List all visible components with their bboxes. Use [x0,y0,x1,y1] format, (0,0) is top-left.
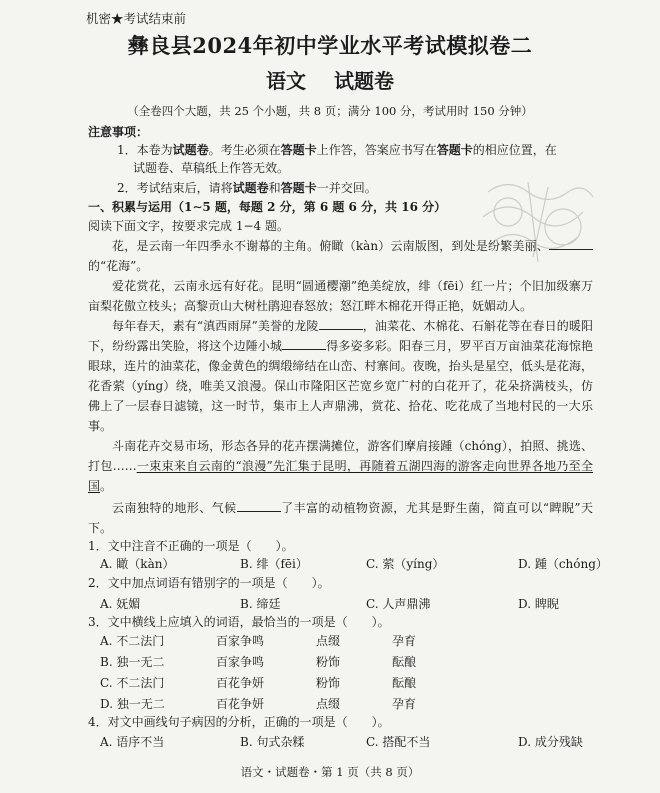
page-footer: 语文・试题卷・第 1 页（共 8 页） [240,765,420,779]
q2-option-a[interactable]: A. 妩媚 [100,597,141,611]
q1-option-c[interactable]: C. 萦（yíng） [366,557,445,571]
note-1: 1．本卷为试题卷。考生必须在答题卡上作答，答案应书写在答题卡的相应位置，在 [117,143,557,157]
question-1-stem: 1．文中注音不正确的一项是（ ）。 [88,539,294,553]
q4-option-c[interactable]: C. 搭配不当 [366,735,431,749]
notes-heading: 注意事项： [88,125,149,139]
passage-paragraph-5: 云南独特的地形、气候 了丰富的动植物资源，尤其是野生菌，简直可以“睥睨”天下。 [88,501,593,535]
passage-paragraph-2: 爱花赏花，云南永远有好花。昆明“圆通樱潮”绝美绽放，绯（fēi）红一片；个旧加级寨万亩梨花傲立枝头；高黎贡山大树杜鹃迎春怒放；怒江畔木棉花开得正艳，妩媚动人。 [88,279,593,313]
question-4-stem: 4．对文中画线句子病因的分析，正确的一项是（ ）。 [88,715,390,729]
q4-option-b[interactable]: B. 句式杂糅 [240,735,305,749]
exam-page: 机密★考试结束前 彝良县2024年初中学业水平考试模拟卷二 语文 试题卷 （全卷四个大题，共 25 个小题，共 8 页；满分 100 分，考试用时 150 分钟） 注意事项： 1．本卷为试题卷。考生必须在答题卡上作答，答案应书写在答题卡的相应位置，在 试题卷、草稿纸上作答无效。 2．考试结束后，请将试题卷和答题卡一并交回。 一、积累与运用（1∼5 题，每题 2 分，第 6 题 6 分，共 16 分） 阅读下面文字，按要求完成 1−4 题。 花，是云南一年四季永不谢幕的主角。俯瞰（kàn）云南版图，到处是纷繁美丽、的“花海”。 爱花赏花，云南永远有好花。昆明“圆通樱潮”绝美绽放，绯（fēi）红一片；个旧加级寨万亩梨花傲立枝头；高黎贡山大树杜鹃迎春怒放；怒江畔木棉花开得正艳，妩媚动人。 每年春天，素有“滇西雨屏”美誉的龙陵 ，油菜花、木棉花、石斛花等在春日的暖阳下，纷纷露出笑脸，将这个边陲小城 得多姿多彩。阳春三月，罗平百万亩油菜花海惊艳眼球，连片的油菜花，像金黄色的绸缎缔结在山峦、村寨间。夜晚，抬头是星空，低头是花海，花香萦（yíng）绕，唯美又浪漫。保山市隆阳区芒宽乡宽广村的白花开了，花朵挤满枝头，仿佛上了一层春日滤镜，这一时节，集市上人声鼎沸，赏花、拾花、吃花成了当地村民的一大乐事。 斗南花卉交易市场，形态各异的花卉摆满摊位，游客们摩肩接踵（chóng），拍照、挑选、打包……一束束来自云南的“浪漫”先汇集于昆明，再随着五湖四海的游客走向世界各地乃至全国。 云南独特的地形、气候 了丰富的动植物资源，尤其是野生菌，简直可以“睥睨”天下。 1．文中注音不正确的一项是（ ）。 A. 瞰（kàn） B. 绯（fēi） C. 萦（yíng） D. 踵（chóng） 2．文中加点词语有错别字的一项是（ ）。 A. 妩媚 B. 缔廷 C. 人声鼎沸 D. 睥睨 3．文中横线上应填入的词语，最恰当的一项是（ ）。 A. 不二法门 百家争鸣 点缀 孕育 B. 独一无二 百家争鸣 粉饰 酝酿 C. 不二法门 百花争妍 粉饰 酝酿 D. 独一无二 百花争妍 点缀 孕育 4．对文中画线句子病因的分析，正确的一项是（ ）。 A. 语序不当 B. 句式杂糅 C. 搭配不当 D. 成分残缺 语文・试题卷・第 1 页（共 8 页） [0,0,660,793]
note-1-continued: 试题卷、草稿纸上作答无效。 [133,161,290,175]
passage-paragraph-3: 每年春天，素有“滇西雨屏”美誉的龙陵 ，油菜花、木棉花、石斛花等在春日的暖阳下，纷纷露出笑脸，将这个边陲小城 得多姿多彩。阳春三月，罗平百万亩油菜花海惊艳眼球，连片的油菜花，像金黄色的绸缎缔结在山峦、村寨间。夜晚，抬头是星空，低头是花海，花香萦（yíng）绕，唯美又浪漫。保山市隆阳区芒宽乡宽广村的白花开了，花朵挤满枝头，仿佛上了一层春日滤镜，这一时节，集市上人声鼎沸，赏花、拾花、吃花成了当地村民的一大乐事。 [88,319,593,433]
blank-1 [549,238,593,250]
paper-type: 试题卷 [334,69,394,93]
reading-passage [88,236,593,538]
blank-4 [237,500,281,512]
q2-option-b[interactable]: B. 缔廷 [240,597,281,611]
blank-3 [282,338,326,350]
section-1-heading: 一、积累与运用（1∼5 题，每题 2 分，第 6 题 6 分，共 16 分） [88,200,447,214]
q2-option-d[interactable]: D. 睥睨 [518,597,559,611]
q4-option-d[interactable]: D. 成分残缺 [518,735,583,749]
blank-2 [319,318,363,330]
passage-paragraph-4: 斗南花卉交易市场，形态各异的花卉摆满摊位，游客们摩肩接踵（chóng），拍照、挑选、打包……一束束来自云南的“浪漫”先汇集于昆明，再随着五湖四海的游客走向世界各地乃至全国。 [88,439,593,493]
exam-title: 彝良县2024年初中学业水平考试模拟卷二 [127,33,533,58]
q1-option-a[interactable]: A. 瞰（kàn） [100,557,175,571]
confidential-label: 机密★考试结束前 [86,11,187,26]
question-3-stem: 3．文中横线上应填入的词语，最恰当的一项是（ ）。 [88,615,390,629]
exam-info: （全卷四个大题，共 25 个小题，共 8 页；满分 100 分，考试用时 150 分钟） [127,104,533,118]
note-2: 2．考试结束后，请将试题卷和答题卡一并交回。 [117,181,377,195]
subject-name: 语文 [266,69,306,93]
q2-option-c[interactable]: C. 人声鼎沸 [366,597,431,611]
section-1-instruction: 阅读下面文字，按要求完成 1−4 题。 [88,219,289,233]
question-2-stem: 2．文中加点词语有错别字的一项是（ ）。 [88,576,330,590]
exam-subtitle [0,65,660,94]
underlined-sentence: 一束束来自云南的“浪漫”先汇集于昆明，再随着五湖四海的游客走向世界各地乃至全国 [88,459,593,493]
q1-option-b[interactable]: B. 绯（fēi） [240,557,308,571]
q4-option-a[interactable]: A. 语序不当 [100,735,165,749]
passage-paragraph-1: 花，是云南一年四季永不谢幕的主角。俯瞰（kàn）云南版图，到处是纷繁美丽、的“花海”。 [88,236,593,276]
q1-option-d[interactable]: D. 踵（chóng） [518,557,608,571]
